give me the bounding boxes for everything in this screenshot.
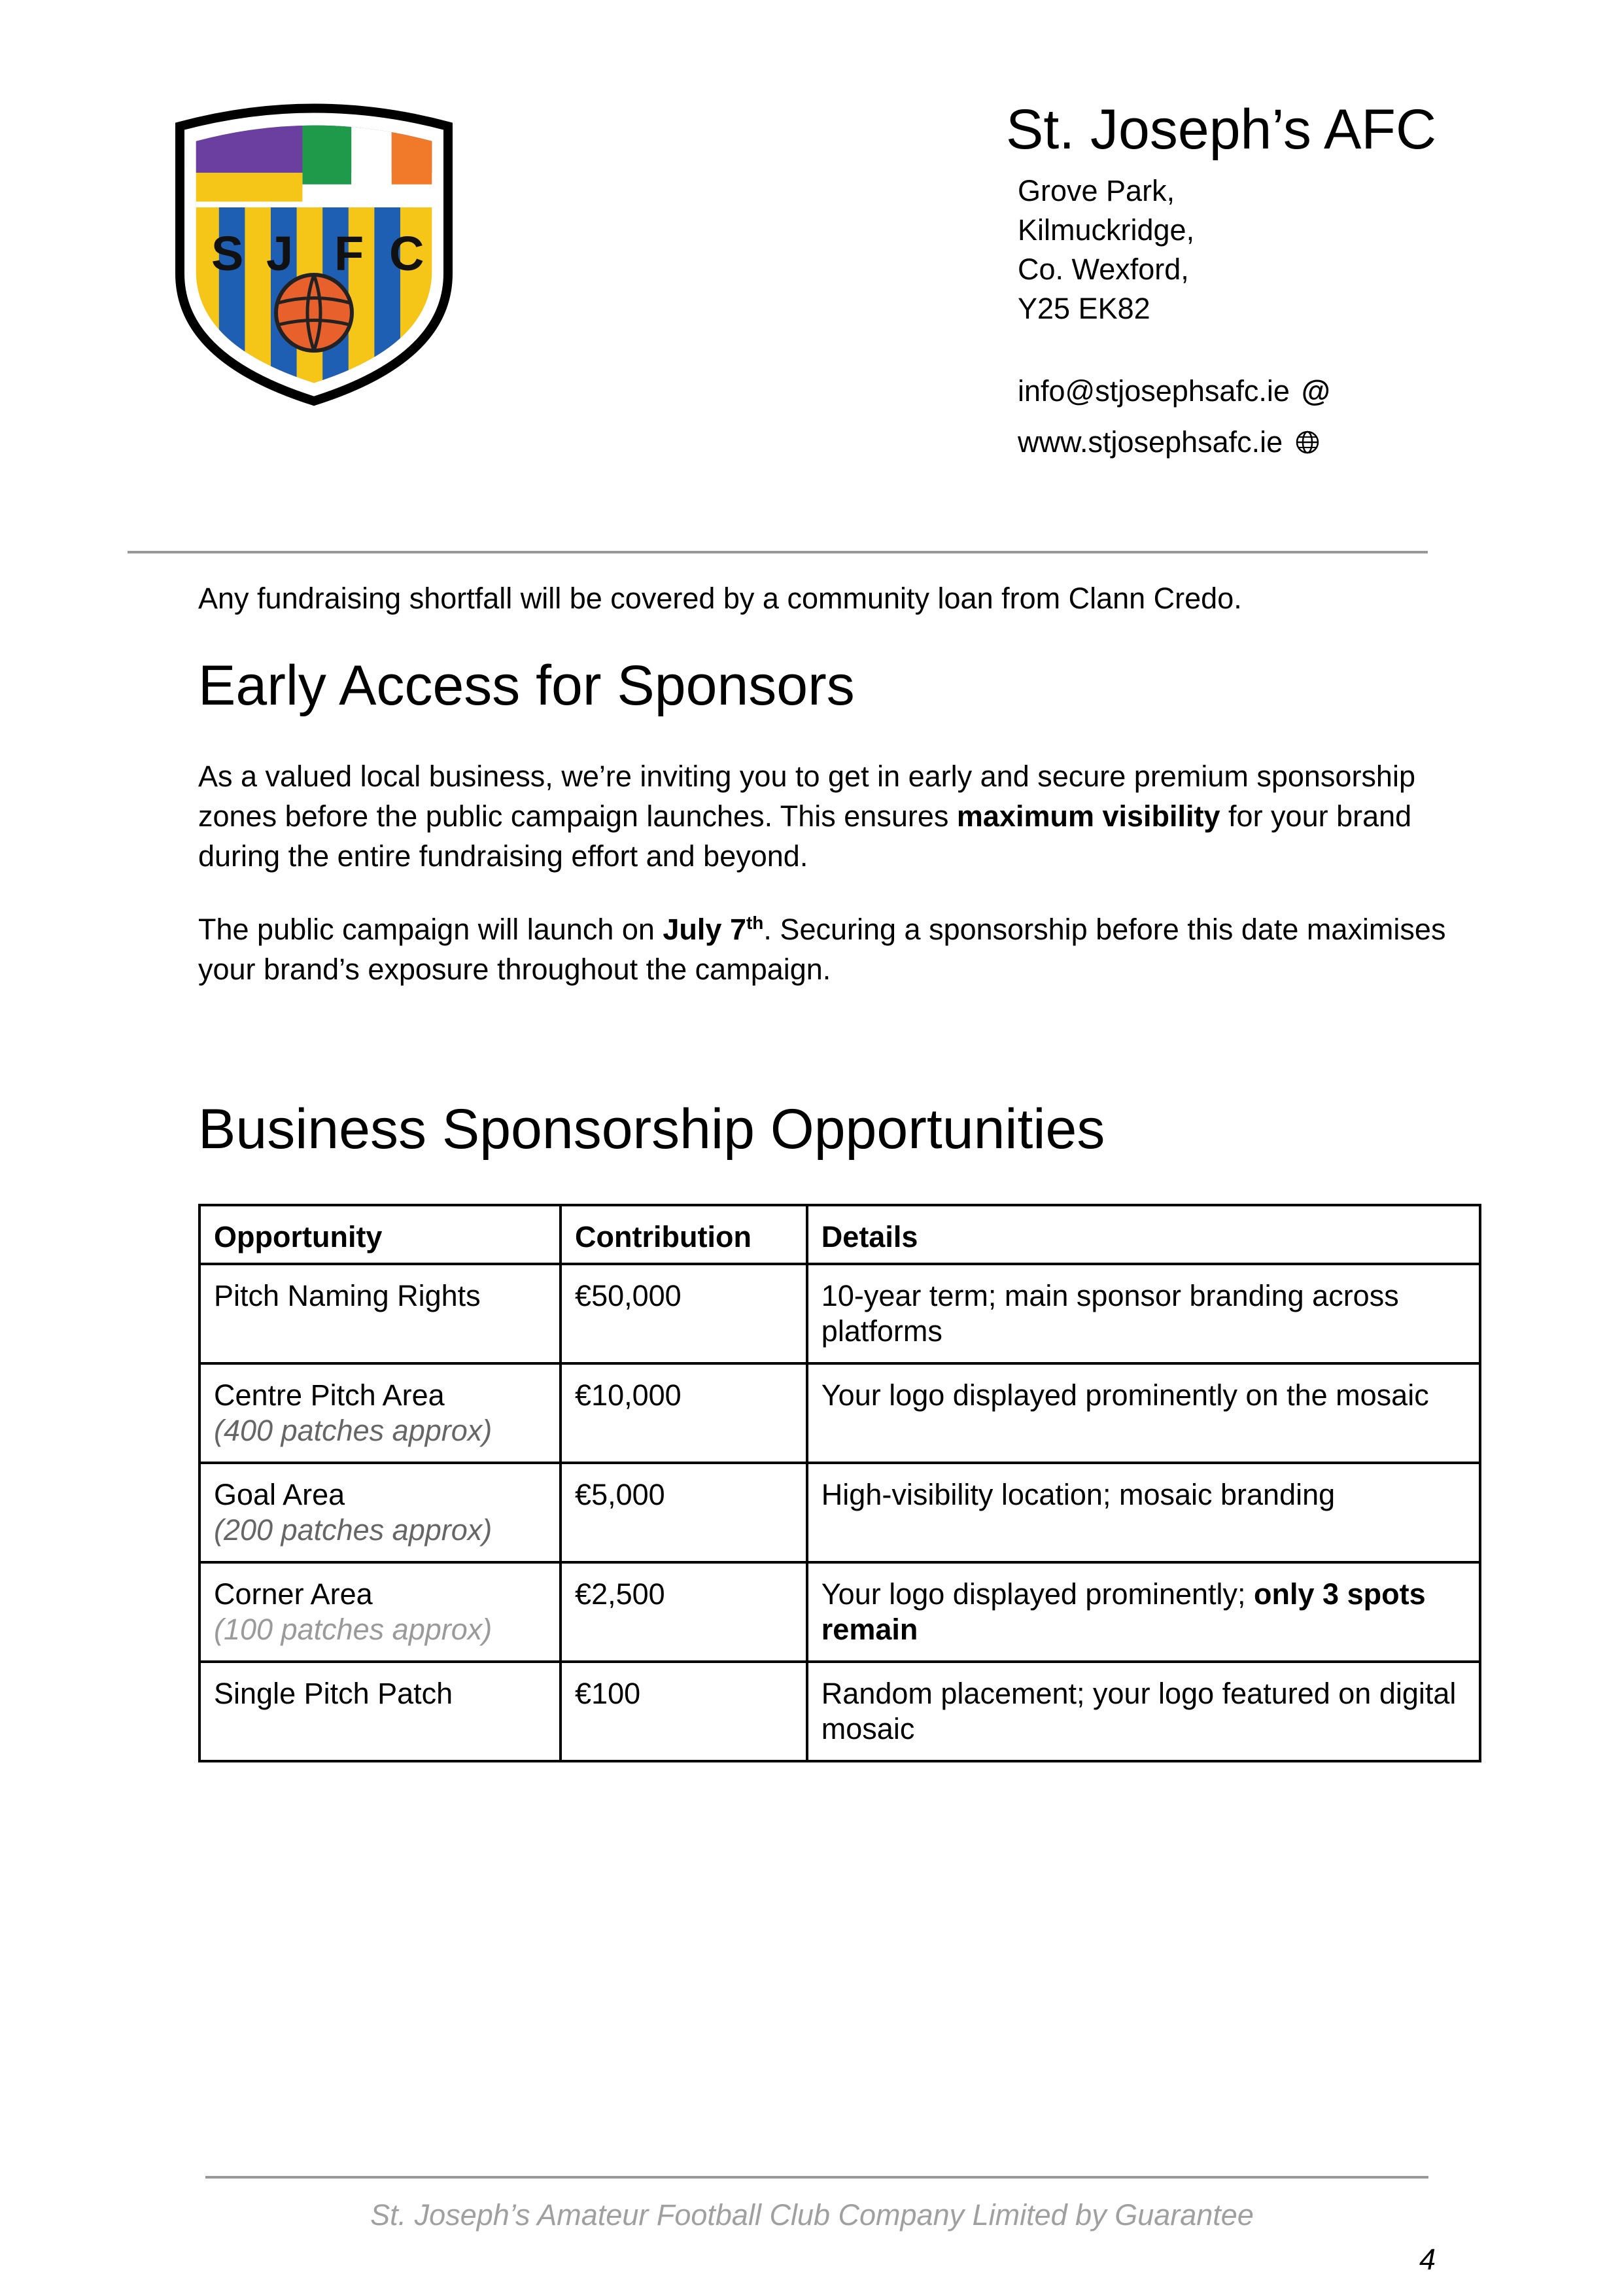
opportunities-heading: Business Sponsorship Opportunities	[198, 1098, 1105, 1161]
patch-count-note: (200 patches approx)	[214, 1513, 492, 1547]
contribution-cell: €5,000	[561, 1463, 807, 1562]
globe-icon	[1294, 429, 1321, 455]
crest-letter: C	[389, 226, 424, 281]
contribution-cell: €2,500	[561, 1562, 807, 1662]
sponsorship-table	[198, 1204, 1481, 1762]
patch-count-note: (100 patches approx)	[214, 1613, 492, 1646]
email-link[interactable]: info@stjosephsafc.ie	[1018, 374, 1290, 408]
details-cell: Your logo displayed prominently; only 3 spots remain	[807, 1562, 1480, 1662]
website-contact	[1018, 423, 1321, 462]
table-row	[199, 1662, 1480, 1761]
address-line: Kilmuckridge,	[1018, 213, 1195, 247]
contribution-cell: €10,000	[561, 1363, 807, 1463]
website-link[interactable]: www.stjosephsafc.ie	[1018, 425, 1283, 459]
details-cell: High-visibility location; mosaic branding	[807, 1463, 1480, 1562]
column-header: Details	[807, 1205, 1480, 1264]
football-icon	[276, 275, 352, 351]
opportunity-cell: Pitch Naming Rights	[199, 1264, 561, 1363]
opportunity-cell: Single Pitch Patch	[199, 1662, 561, 1761]
patch-count-note: (400 patches approx)	[214, 1414, 492, 1447]
club-crest-logo	[160, 97, 468, 411]
details-cell: Your logo displayed prominently on the mosaic	[807, 1363, 1480, 1463]
table-row	[199, 1562, 1480, 1662]
address-line: Y25 EK82	[1018, 292, 1150, 325]
table-header-row	[199, 1205, 1480, 1264]
crest-letter: J	[266, 226, 294, 281]
table-row	[199, 1463, 1480, 1562]
early-access-heading: Early Access for Sponsors	[198, 654, 855, 717]
column-header: Opportunity	[199, 1205, 561, 1264]
table-row	[199, 1363, 1480, 1463]
address-line: Grove Park,	[1018, 174, 1175, 207]
footer-divider	[205, 2176, 1428, 2179]
header-divider	[128, 551, 1428, 553]
table-row	[199, 1264, 1480, 1363]
early-access-paragraph-1: As a valued local business, we’re inviting you to get in early and secure premium sponsorship zones before the public campaign launches. This ensures maximum visibility for your brand during the entire fundraising effort and beyond.	[198, 760, 1415, 873]
opportunity-cell: Centre Pitch Area (400 patches approx)	[199, 1363, 561, 1463]
email-contact	[1018, 372, 1330, 411]
address-line: Co. Wexford,	[1018, 253, 1189, 286]
details-cell: Random placement; your logo featured on digital mosaic	[807, 1662, 1480, 1761]
crest-letter: S	[211, 226, 244, 281]
intro-paragraph: Any fundraising shortfall will be covered by a community loan from Clann Credo.	[198, 582, 1242, 615]
availability-note: only 3 spots remain	[821, 1577, 1426, 1646]
details-cell: 10-year term; main sponsor branding across platforms	[807, 1264, 1480, 1363]
contribution-cell: €50,000	[561, 1264, 807, 1363]
opportunity-cell: Goal Area (200 patches approx)	[199, 1463, 561, 1562]
column-header: Contribution	[561, 1205, 807, 1264]
page-number: 4	[1419, 2243, 1436, 2276]
crest-letter: F	[334, 226, 364, 281]
early-access-paragraph-2: The public campaign will launch on July 7th. Securing a sponsorship before this date maximises your brand’s exposure throughout the campaign.	[198, 913, 1446, 986]
footer-company-name: St. Joseph’s Amateur Football Club Company Limited by Guarantee	[370, 2198, 1254, 2232]
at-sign-icon: @	[1301, 374, 1330, 408]
club-name: St. Joseph’s AFC	[1006, 98, 1437, 161]
contribution-cell: €100	[561, 1662, 807, 1761]
opportunity-cell: Corner Area (100 patches approx)	[199, 1562, 561, 1662]
